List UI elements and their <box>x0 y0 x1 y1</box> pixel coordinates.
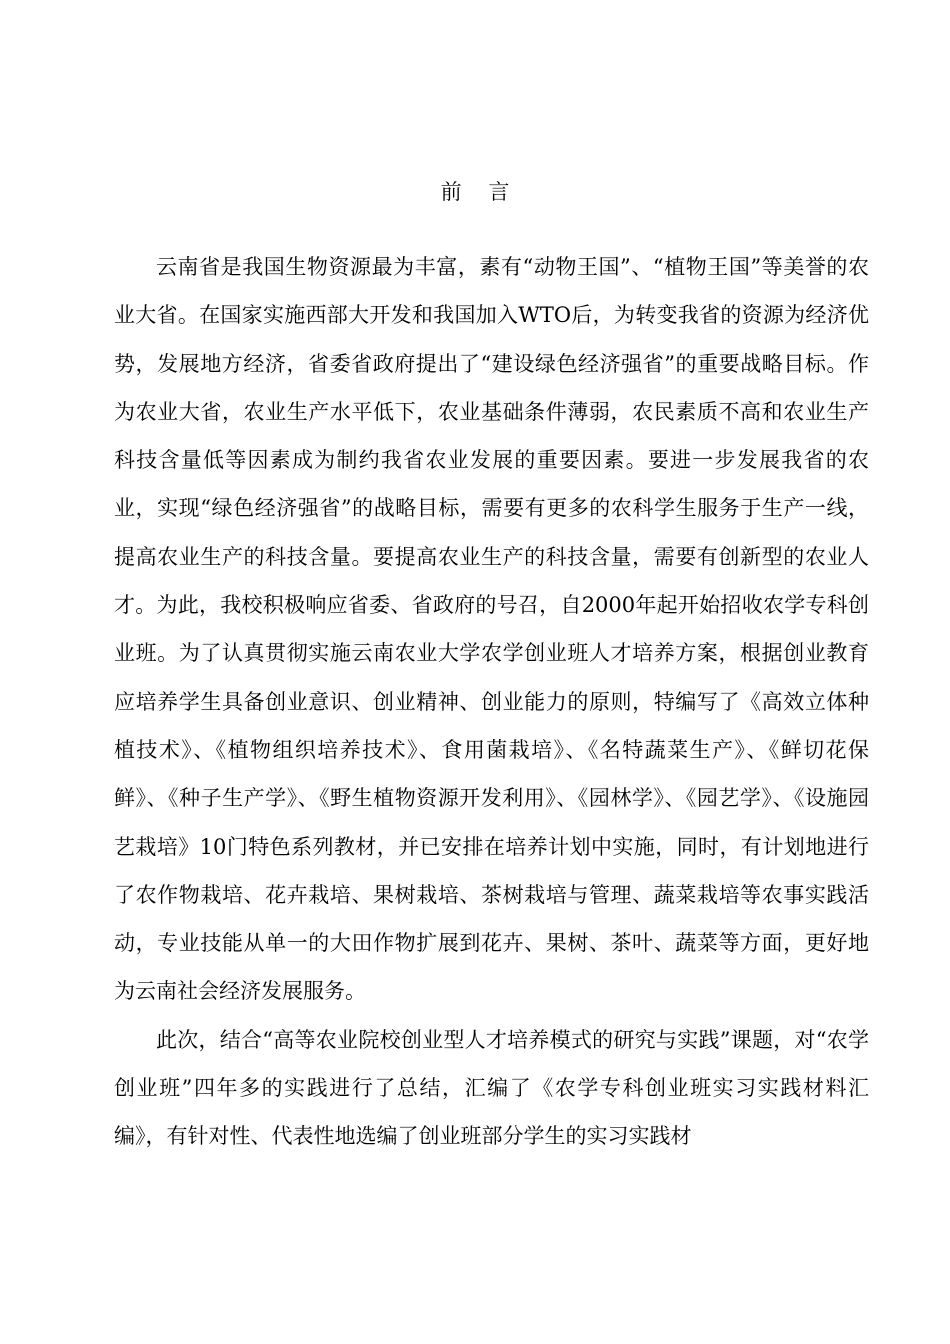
paragraph-1: 云南省是我国生物资源最为丰富，素有“动物王国”、“植物王国”等美誉的农业大省。在国家实施西部大开发和我国加入WTO后，为转变我省的资源为经济优势，发展地方经济，省委省政府提出了“建设绿色经济强省”的重要战略目标。作为农业大省，农业生产水平低下，农业基础条件薄弱，农民素质不高和农业生产科技含量低等因素成为制约我省农业发展的重要因素。要进一步发展我省的农业，实现“绿色经济强省”的战略目标，需要有更多的农科学生服务于生产一线，提高农业生产的科技含量。要提高农业生产的科技含量，需要有创新型的农业人才。为此，我校积极响应省委、省政府的号召，自2000年起开始招收农学专科创业班。为了认真贯彻实施云南农业大学农学创业班人才培养方案，根据创业教育应培养学生具备创业意识、创业精神、创业能力的原则，特编写了《高效立体种植技术》、《植物组织培养技术》、食用菌栽培》、《名特蔬菜生产》、《鲜切花保鲜》、《种子生产学》、《野生植物资源开发利用》、《园林学》、《园艺学》、《设施园艺栽培》10门特色系列教材，并已安排在培养计划中实施，同时，有计划地进行了农作物栽培、花卉栽培、果树栽培、茶树栽培与管理、蔬菜栽培等农事实践活动，专业技能从单一的大田作物扩展到花卉、果树、茶叶、蔬菜等方面，更好地为云南社会经济发展服务。 <box>114 255 869 1004</box>
body-text <box>114 243 869 1161</box>
paragraph-2: 此次，结合“高等农业院校创业型人才培养模式的研究与实践”课题，对“农学创业班”四年多的实践进行了总结，汇编了《农学专科创业班实习实践材料汇编》，有针对性、代表性地选编了创业班部分学生的实习实践材 <box>114 1027 869 1149</box>
page-title: 前 言 <box>440 180 510 204</box>
